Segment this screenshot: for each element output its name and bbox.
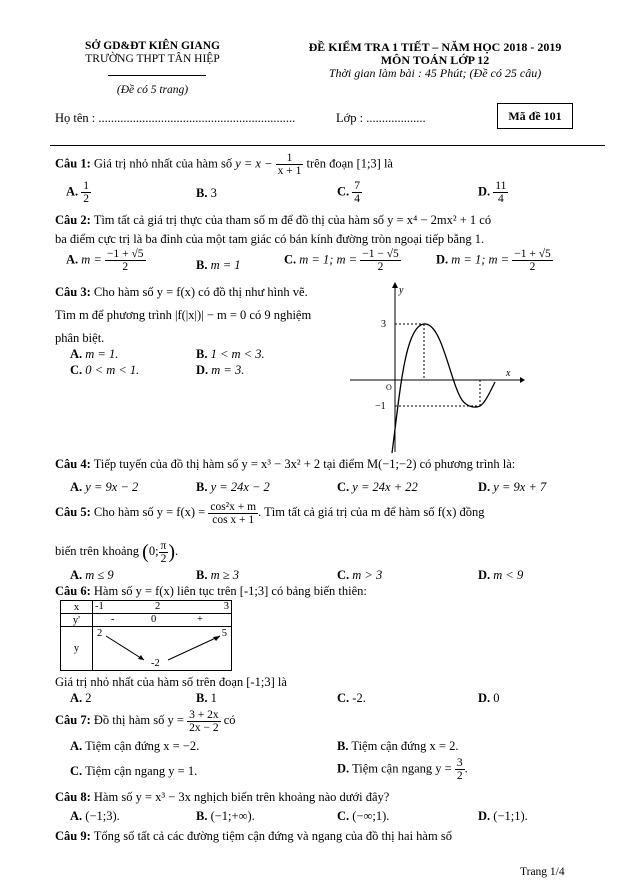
- question-8: Câu 8: Hàm số y = x³ − 3x nghịch biến trên khoảng nào dưới đây?: [55, 790, 390, 804]
- q3-option-c: C. 0 < m < 1.: [70, 363, 140, 377]
- q8-option-b: B. (−1;+∞).: [196, 809, 255, 823]
- q4-option-c: C. y = 24x + 22: [337, 480, 418, 494]
- question-6-line2: Giá trị nhỏ nhất của hàm số trên đoạn [-1;3] là: [55, 675, 287, 689]
- q2-option-a: A. m = $\frac{-1 + √5}{2}$: [66, 248, 144, 274]
- exam-title: ĐỀ KIỂM TRA 1 TIẾT – NĂM HỌC 2018 - 2019: [308, 40, 562, 54]
- exam-code-box: Mã đề 101: [497, 103, 573, 129]
- variation-table: [60, 600, 232, 672]
- q4-option-d: D. y = 9x + 7: [478, 480, 547, 494]
- vt-y-values: 2 -2 5: [93, 627, 232, 671]
- max-label: 3: [381, 319, 386, 330]
- vt-arrow-up: [168, 636, 220, 660]
- x-axis-arrow: [520, 377, 525, 383]
- q6-option-b: B. 1: [196, 691, 217, 705]
- question-4: Câu 4: Tiếp tuyến của đồ thị hàm số y = x³ − 3x² + 2 tại điểm M(−1;−2) có phương trình là:: [55, 457, 516, 471]
- vt-yp-values: - 0 +: [93, 614, 232, 627]
- q1-option-a: A. $\frac{1}{2}$: [66, 180, 90, 206]
- q1-option-d: D. $\frac{11}{4}$: [478, 180, 507, 206]
- q3-option-b: B. 1 < m < 3.: [196, 347, 265, 361]
- vt-x-label: x: [61, 601, 93, 614]
- question-9: Câu 9: Tổng số tất cả các đường tiệm cận đứng và ngang của đồ thị hai hàm số: [55, 829, 452, 843]
- question-5-line2: biến trên khoảng (0; $\frac{\pi}{2}$ ).: [55, 539, 179, 565]
- q2-option-d: D. m = 1; m = $\frac{-1 + √5}{2}$: [436, 248, 551, 274]
- q4-option-b: B. y = 24x − 2: [196, 480, 270, 494]
- x-axis-label: x: [506, 368, 511, 379]
- question-3-line3: phân biệt.: [55, 331, 105, 345]
- question-1: Câu 1: Giá trị nhỏ nhất của hàm số y = x − $\frac{1}{x + 1}$ trên đoạn [1;3] là: [55, 152, 393, 178]
- question-6: Câu 6: Hàm số y = f(x) liên tục trên [-1;3] có bảng biến thiên:: [55, 584, 367, 598]
- min-label: −1: [375, 401, 386, 412]
- header-rule: [50, 145, 605, 146]
- vt-arrow-down: [106, 636, 144, 660]
- page-number: Trang 1/4: [520, 866, 565, 878]
- q8-option-c: C. (−∞;1).: [337, 809, 390, 823]
- y-axis-arrow: [392, 282, 398, 288]
- function-graph: [350, 282, 525, 454]
- question-3-line2: Tìm m để phương trình |f(|x|)| − m = 0 có 9 nghiệm: [55, 308, 312, 322]
- department-name: SỞ GD&ĐT KIÊN GIANG: [85, 40, 220, 52]
- question-2-line2: ba điểm cực trị là ba đỉnh của một tam giác có bán kính đường tròn ngoại tiếp bằng 1.: [55, 232, 485, 246]
- q7-option-b: B. Tiệm cận đứng x = 2.: [337, 739, 459, 753]
- question-5: Câu 5: Cho hàm số y = f(x) = $\frac{\text{cos²x + m}}{\text{cos x + 1}}$ . Tìm tất cả giá trị của m để hàm số f(x) đồng: [55, 500, 485, 526]
- q8-option-d: D. (−1;1).: [478, 809, 528, 823]
- q6-option-a: A. 2: [70, 691, 92, 705]
- y-axis-label: y: [399, 285, 404, 296]
- question-7: Câu 7: Đồ thị hàm số y = $\frac{3 + 2x}{2x - 2}$ có: [55, 708, 236, 734]
- exam-time-note: Thời gian làm bài : 45 Phút; (Đề có 25 câu): [328, 66, 542, 80]
- q2-option-b: B. m = 1: [196, 258, 241, 272]
- q7-option-a: A. Tiệm cận đứng x = −2.: [70, 739, 200, 753]
- q5-option-a: A. m ≤ 9: [70, 568, 114, 582]
- class-field: Lớp : ...................: [336, 111, 426, 125]
- q5-option-d: D. m < 9: [478, 568, 524, 582]
- vt-x-values: -1 2 3: [93, 601, 232, 614]
- origin-label: O: [386, 383, 392, 392]
- q5-option-b: B. m ≥ 3: [196, 568, 239, 582]
- q6-option-d: D. 0: [478, 691, 500, 705]
- exam-subject: MÔN TOÁN LỚP 12: [380, 53, 490, 67]
- q3-option-a: A. m = 1.: [70, 347, 119, 361]
- header-divider: [108, 75, 206, 76]
- q2-option-c: C. m = 1; m = $\frac{-1 - √5}{2}$: [284, 248, 399, 274]
- q3-option-d: D. m = 3.: [196, 363, 245, 377]
- name-field: Họ tên : ...............................................................: [55, 111, 296, 125]
- q1-option-c: C. $\frac{7}{4}$: [337, 180, 361, 206]
- question-2: Câu 2: Tìm tất cả giá trị thực của tham số m để đồ thị của hàm số y = x⁴ − 2mx² + 1 có: [55, 213, 492, 227]
- q7-option-c: C. Tiệm cận ngang y = 1.: [70, 764, 198, 778]
- q8-option-a: A. (−1;3).: [70, 809, 120, 823]
- vt-arrows: [92, 628, 232, 672]
- vt-y-label: y: [61, 627, 93, 671]
- q7-option-d: D. Tiệm cận ngang y = $\frac{3}{2}$ .: [337, 757, 468, 783]
- q6-option-c: C. -2.: [337, 691, 366, 705]
- q1-option-b: B. 3: [196, 186, 217, 200]
- pages-note: (Đề có 5 trang): [116, 84, 189, 96]
- q5-option-c: C. m > 3: [337, 568, 383, 582]
- q4-option-a: A. y = 9x − 2: [70, 480, 139, 494]
- vt-yp-label: y': [61, 614, 93, 627]
- school-name: TRƯỜNG THPT TÂN HIỆP: [85, 53, 220, 65]
- question-3: Câu 3: Cho hàm số y = f(x) có đồ thị như hình vẽ.: [55, 285, 308, 299]
